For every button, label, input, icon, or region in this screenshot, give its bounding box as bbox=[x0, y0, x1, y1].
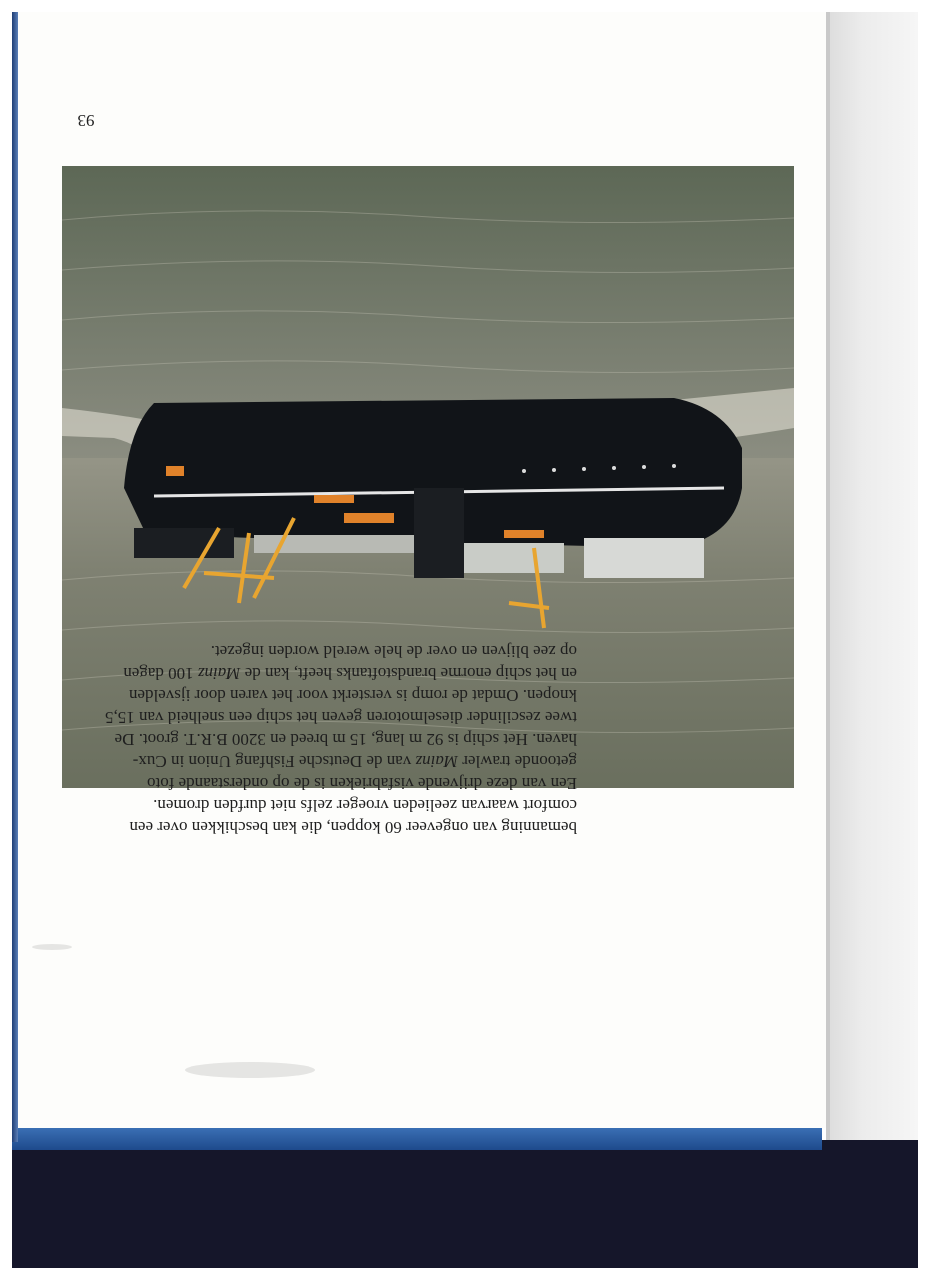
page-number: 93 bbox=[77, 111, 95, 130]
paper-smudge bbox=[32, 944, 72, 950]
ship-bridge bbox=[584, 538, 704, 578]
book-cover-stripe bbox=[12, 1128, 822, 1150]
article-body bbox=[79, 640, 577, 838]
book-cover-bottom bbox=[12, 1140, 918, 1268]
rotated-page-content bbox=[18, 12, 826, 1128]
paper-smudge bbox=[185, 1062, 315, 1078]
ship-funnel bbox=[414, 488, 464, 578]
ship-name: Mainz bbox=[197, 664, 241, 683]
text-line: op zee blijven en over de hele wereld worden ingezet. bbox=[210, 642, 577, 661]
text-line: knopen. Omdat de romp is versterkt voor het varen door ijsvelden bbox=[128, 686, 577, 705]
text-line: bemanning van ongeveer 60 koppen, die kan beschikken over een bbox=[129, 818, 577, 837]
text-line: getoonde trawler Mainz van de Deutsche Fishfang Union in Cux- bbox=[132, 752, 577, 771]
text-line: haven. Het schip is 92 m lang, 15 m breed en 3200 B.R.T. groot. De bbox=[114, 730, 577, 749]
text-line: en het schip enorme brandstoftanks heeft, kan de Mainz 100 dagen bbox=[123, 664, 577, 683]
ship-name: Mainz bbox=[415, 752, 459, 771]
facing-page-edge bbox=[826, 12, 918, 1140]
text-line: Een van deze drijvende visfabrieken is de op onderstaande foto bbox=[146, 774, 577, 793]
page bbox=[18, 12, 826, 1128]
page-gutter bbox=[826, 12, 830, 1140]
text-line: twee zescilinder dieselmotoren geven het schip een snelheid van 15,5 bbox=[104, 708, 577, 727]
text-line: comfort waarvan zeelieden vroeger zelfs niet durfden dromen. bbox=[153, 796, 577, 815]
